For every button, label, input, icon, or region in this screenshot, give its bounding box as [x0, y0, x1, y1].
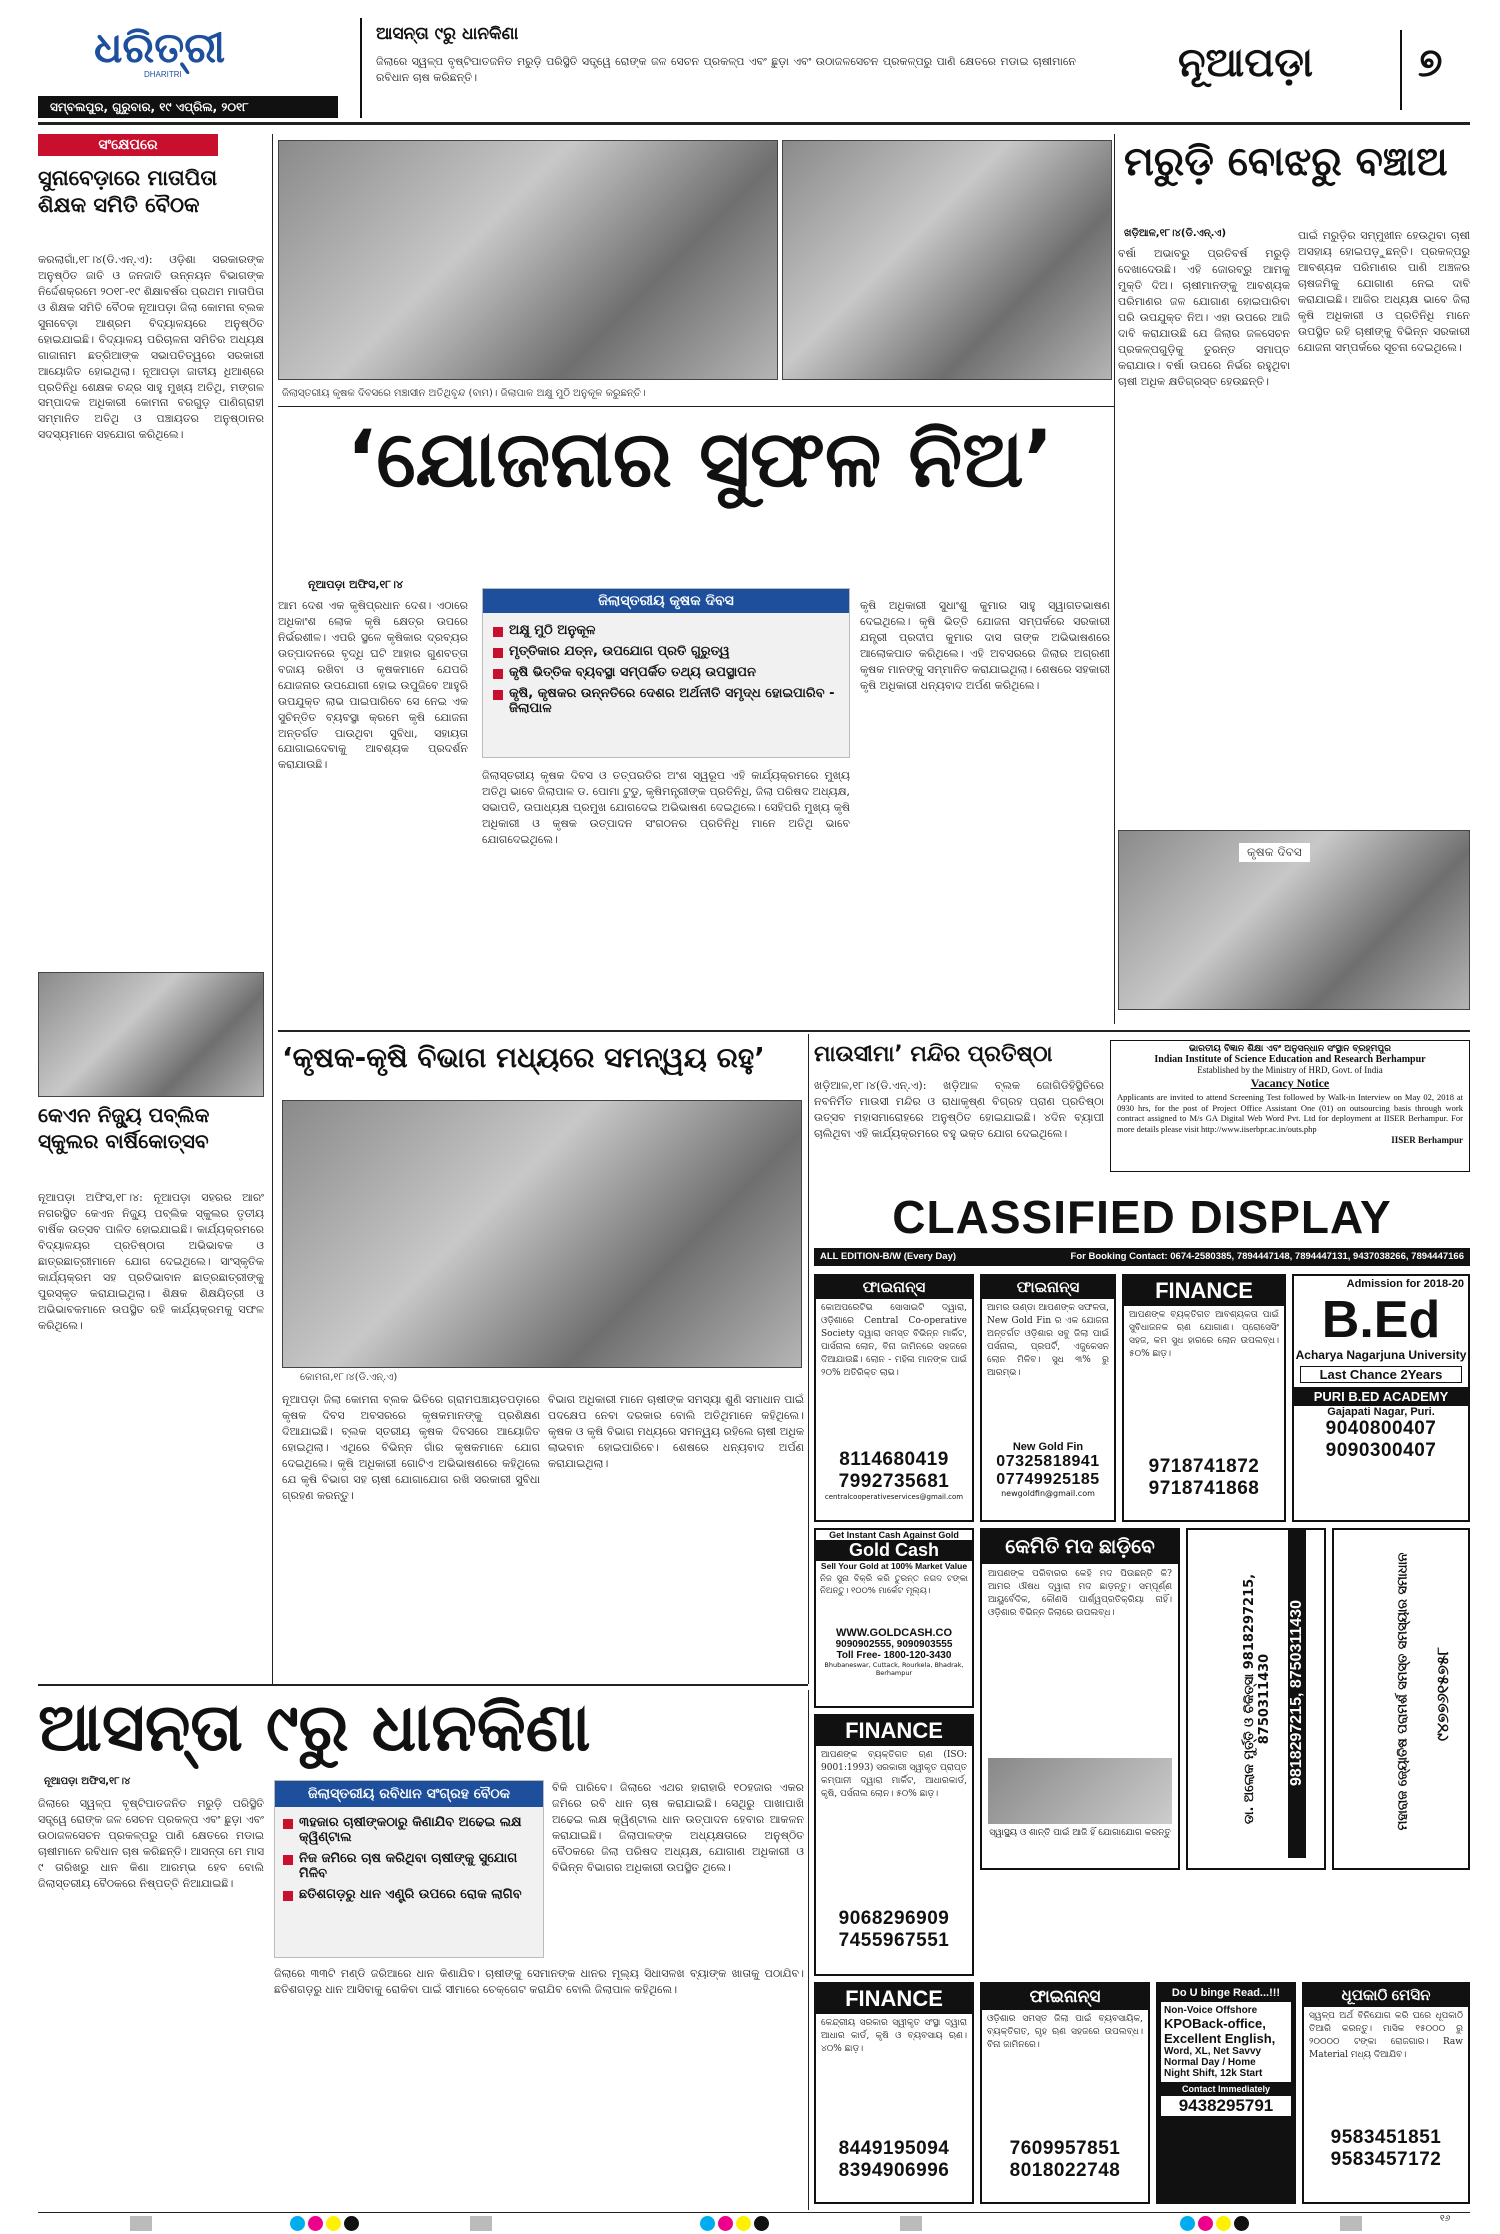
- ad-heading: ଫାଇନାନ୍ସ: [982, 1276, 1114, 1299]
- ad-phone[interactable]: 9090300407: [1325, 1440, 1437, 1461]
- ad-body: କେନ୍ଦ୍ରୀୟ ସରକାର ସ୍ୱୀକୃତ ସଂସ୍ଥା ଦ୍ୱାରା ଆଧାର କାର୍ଡ, କୃଷି ଓ ବ୍ୟବସାୟ ଋଣ। ୪୦% ଛାଡ଼।: [821, 2018, 967, 2055]
- temple-body: ଖଡ଼ିଆଳ,୧୮।୪(ଡି.ଏନ୍.ଏ): ଖଡ଼ିଆଳ ବ୍ଲକ ଜୋଗିଡିହିସ୍ଥିତିରେ ନବନିର୍ମିତ ମାଉସୀ ମନ୍ଦିର ଓ ରାଧାକୃଷ୍ଣ ବିଗ୍ରହ ପ୍ରାଣ ପ୍ରତିଷ୍ଠା ଉତ୍ସବ ମହାସମାରୋହରେ ଅନୁଷ୍ଠିତ ହୋଇଯାଇଛି। ୪ଦିନ ବ୍ୟାପୀ ଚାଲିଥିବା ଏହି କାର୍ଯ୍ୟକ୍ରମରେ ବହୁ ଭକ୍ତ ଯୋଗ ଦେଇଥିଲେ।: [814, 1079, 1104, 1140]
- ad-phone[interactable]: 7455967551: [838, 1930, 950, 1951]
- coordination-headline[interactable]: ‘କୃଷକ-କୃଷି ବିଭାଗ ମଧ୍ୟରେ ସମନ୍ୱୟ ରହୁ’: [282, 1041, 765, 1074]
- ad-phone[interactable]: 07749925185: [996, 1471, 1100, 1488]
- ad-gold-cash[interactable]: [814, 1528, 974, 1708]
- ad-phone[interactable]: 9090902555, 9090903555: [835, 1639, 953, 1650]
- panel-bullet: ଅକ୍ଷୁ ମୁଠି ଅନୁକୂଳ: [493, 623, 839, 638]
- dateline: ସମ୍ବଲପୁର, ଗୁରୁବାର, ୧୯ ଏପ୍ରିଲ, ୨୦୧୮: [38, 96, 338, 118]
- ad-phone[interactable]: ୯୪୭୭୬୧୫୭୫୮: [1433, 1646, 1452, 1742]
- ad-quit-alcohol[interactable]: [980, 1528, 1180, 1870]
- ad-binge-line: Non-Voice Offshore: [1164, 2005, 1258, 2016]
- ad-binge-line: KPOBack-office,: [1164, 2016, 1266, 2031]
- ad-phone[interactable]: 9040800407: [1325, 1418, 1437, 1439]
- ad-phone[interactable]: 9583457172: [1330, 2149, 1442, 2170]
- logo-subtext: DHARITRI: [144, 70, 182, 79]
- coordination-col-1: ନୂଆପଡ଼ା ଜିଲା କୋମନା ବ୍ଲକ ଭିତିରେ ଗ୍ରାମପଞ୍ଚାୟତପଡ଼ାରେ କୃଷକ ଦିବସ ଅବସରରେ କୃଷକମାନଙ୍କୁ ପ୍ରଶିକ୍ଷଣ ଦିଆଯାଇଛି। ବ୍ଲକ ସ୍ତରୀୟ କୃଷକ ଦିବସରେ ଆୟୋଜିତ ହୋଇଥିଲା। ଏଥିରେ ବିଭିନ୍ନ ଗାଁର କୃଷକମାନେ ଯୋଗ ଦେଇଥିଲେ। କୃଷି ଅଧିକାରୀ ଗୋଟିଏ ଅଭିଭାଷଣରେ କହିଥିଲେ ଯେ କୃଷି ବିଭାଗ ସହ ଚାଷୀ ଯୋଗାଯୋଗ ରଖି ସରକାରୀ ସୁବିଧା ଗ୍ରହଣ କରନ୍ତୁ।: [282, 1393, 540, 1502]
- ad-bed-address: Gajapati Nagar, Puri.: [1327, 1406, 1435, 1418]
- ad-bed-chance: Last Chance 2Years: [1300, 1366, 1462, 1383]
- vacancy-sign: IISER Berhampur: [1391, 1134, 1463, 1145]
- ad-gold-sub: Sell Your Gold at 100% Market Value: [820, 1561, 968, 1571]
- newspaper-logo[interactable]: [94, 23, 234, 79]
- ad-finance-4[interactable]: [814, 1714, 974, 1976]
- ad-finance-central[interactable]: [814, 1274, 974, 1522]
- ad-binge-line: Excellent English,: [1164, 2031, 1276, 2046]
- vacancy-title: Vacancy Notice: [1250, 1076, 1330, 1090]
- panel-bullet: ମୃତ୍ତିକାର ଯତ୍ନ, ଉପଯୋଗ ପ୍ରତି ଗୁରୁତ୍ୱ: [493, 644, 839, 659]
- temple-headline[interactable]: ମାଉସୀମା’ ମନ୍ଦିର ପ୍ରତିଷ୍ଠା: [814, 1042, 1053, 1067]
- section-name: ନୂଆପଡ଼ା: [1178, 40, 1313, 86]
- farmer-day-panel-title: ଜିଲାସ୍ତରୀୟ କୃଷକ ଦିବସ: [483, 589, 849, 613]
- lead-col-3: କୃଷି ଅଧିକାରୀ ସୁଧାଂଶୁ କୁମାର ସାହୁ ସ୍ୱାଗତଭାଷଣ ଦେଇଥିଲେ। କୃଷି ଭିତ୍ତି ଯୋଜନା ସମ୍ପର୍କରେ ସରକାରୀ ଯନ୍ତ୍ରୀ ପ୍ରଦୀପ କୁମାର ଦାସ ତାଙ୍କ ଅଭିଭାଷଣରେ ଆଲୋକପାତ କରିଥିଲେ। ଏହି ଅବସରରେ ଜିଲାର ଅଗ୍ରଣୀ କୃଷକ ମାନଙ୍କୁ ସମ୍ମାନିତ କରାଯାଇଥିଲା। ଶେଷରେ ସହକାରୀ କୃଷି ଅଧିକାରୀ ଧନ୍ୟବାଦ ଅର୍ପଣ କରିଥିଲେ।: [860, 599, 1110, 692]
- ad-body: ସ୍ୱଳ୍ପ ଅର୍ଥ ବିନିଯୋଗ କରି ଘରେ ଧୂପକାଠି ତିଆରି କରନ୍ତୁ। ମାସିକ ୧୫୦୦୦ ରୁ ୨୦୦୦୦ ଟଙ୍କା ରୋଜଗାର। Raw Material ମଧ୍ୟ ଦିଆଯିବ।: [1309, 2011, 1463, 2061]
- ad-footer: ସ୍ୱାସ୍ଥ୍ୟ ଓ ଶାନ୍ତି ପାଇଁ ଆଜି ହିଁ ଯୋଗାଯୋଗ କରନ୍ତୁ: [989, 1828, 1171, 1838]
- ad-finance-6[interactable]: [980, 1982, 1150, 2204]
- paddy-panel: [274, 1780, 544, 1958]
- ad-phone[interactable]: 8394906996: [838, 2160, 950, 2181]
- ad-phone[interactable]: 7609957851: [1009, 2138, 1121, 2159]
- ad-phone[interactable]: 9818297215, 8750311430: [1288, 1528, 1306, 1858]
- vacancy-org-sub: Established by the Ministry of HRD, Govt. of India: [1197, 1065, 1383, 1075]
- ad-vertical-text: ଡା. ଅଲୋକ ମୁର୍ତ୍ତି ଓ ଚିକିତ୍ସା 9818297215, 8750311430: [1242, 1573, 1272, 1825]
- ad-heading: FINANCE: [1124, 1276, 1284, 1306]
- farmer-day-stage-photo: [278, 140, 778, 380]
- ad-astrology-vertical[interactable]: [1332, 1528, 1470, 1870]
- ad-body: ଆପଣଙ୍କ ବ୍ୟକ୍ତିଗତ ଋଣ (ISO: 9001:1993) ସରକାରୀ ସ୍ୱୀକୃତ ପ୍ରାପ୍ତ କମ୍ପାନୀ ଦ୍ୱାରା ମାର୍କିଟ, ଆଧାରକାର୍ଡ, କୃଷି, ପର୍ସନାଲ ଲୋନ। ୫୦% ଛାଡ଼।: [821, 1750, 967, 1800]
- ad-heading: ଫାଇନାନ୍ସ: [982, 1984, 1148, 2010]
- collector-seed-photo: [782, 140, 1112, 380]
- ad-phone[interactable]: 9068296909: [838, 1908, 950, 1929]
- ad-heading: FINANCE: [816, 1716, 972, 1746]
- vacancy-org-odia: ଭାରତୀୟ ବିଜ୍ଞାନ ଶିକ୍ଷା ଏବଂ ଅନୁସନ୍ଧାନ ସଂସ୍ଥାନ ବ୍ରହ୍ମପୁର: [1189, 1044, 1391, 1054]
- teaser-text: ଜିଲାରେ ସ୍ୱଳ୍ପ ବୃଷ୍ଟିପାତଜନିତ ମରୁଡ଼ି ପରିସ୍ଥିତି ସତ୍ତ୍ୱେ ରୋଙ୍କ ଜଳ ସେଚନ ପ୍ରକଳ୍ପ ଏବଂ ଛୁଡ଼ା ଏବଂ ଉଠାଜଳସେଚନ ପ୍ରକଳ୍ପରୁ ପାଣି କ୍ଷେତରେ ମଡାଇ ଚାଷୀମାନେ ରବିଧାନ ଚାଷ କରିଛନ୍ତି।: [376, 55, 1076, 84]
- classified-edition: ALL EDITION-B/W (Every Day): [820, 1251, 957, 1262]
- classified-bar: [814, 1248, 1470, 1266]
- ad-binge-line: Word, XL, Net Savvy: [1164, 2046, 1262, 2057]
- ad-doctor-vertical[interactable]: [1186, 1528, 1326, 1870]
- ad-phone[interactable]: 9718741872: [1148, 1456, 1260, 1477]
- ad-gold-top: Get Instant Cash Against Gold: [829, 1530, 959, 1540]
- ad-body: ନିଜ ସୁନା ବିକ୍ରି କରି ତୁରନ୍ତ ନଗଦ ଟଙ୍କା ନିଅନ୍ତୁ। ୧୦୦% ମାର୍କେଟ ମୂଲ୍ୟ।: [820, 1574, 968, 1597]
- ad-body: ଆମର ଉଣ୍ଡା ଆପଣଙ୍କ ସଫଳତା, New Gold Fin ର ଏକ ଯୋଜନା ଅନ୍ତର୍ଗତ ଓଡ଼ିଶାର ସବୁ ଜିଲା ପାଇଁ ପର୍ସନାଲ, ପ୍ରପର୍ଟି, ଏଜୁକେସନ ଲୋନ ମିଳିବ। ସୁଧ ୩% ରୁ ଆରମ୍ଭ।: [987, 1303, 1109, 1379]
- ad-gold-brand: Gold Cash: [816, 1540, 972, 1561]
- ad-binge-top: Do U binge Read...!!!: [1171, 1987, 1281, 1999]
- ad-gold-cities: Bhubaneswar, Cuttack, Rourkela, Bhadrak, Berhampur: [824, 1661, 964, 1677]
- coordination-col-2: ବିଭାଗ ଅଧିକାରୀ ମାନେ ଚାଷୀଙ୍କ ସମସ୍ୟା ଶୁଣି ସମାଧାନ ପାଇଁ ପଦକ୍ଷେପ ନେବା ଦରକାର ବୋଲି ଅତିଥିମାନେ କହିଥିଲେ। କୃଷକ ଓ କୃଷି ବିଭାଗ ମଧ୍ୟରେ ସମନ୍ୱୟ ରହିଲେ ଚାଷୀ ଅଧିକ ଲାଭବାନ ହୋଇପାରିବେ। ଶେଷରେ ଧନ୍ୟବାଦ ଅର୍ପଣ କରାଯାଇଥିଲା।: [548, 1393, 804, 1470]
- ad-finance-newgold[interactable]: [980, 1274, 1116, 1522]
- paddy-col-1: ଜିଲାରେ ସ୍ୱଳ୍ପ ବୃଷ୍ଟିପାତଜନିତ ମରୁଡ଼ି ପରିସ୍ଥିତି ସତ୍ତ୍ୱେ ରୋଙ୍କ ଜଳ ସେଚନ ପ୍ରକଳ୍ପ ଏବଂ ଛୁଡ଼ା ଏବଂ ଉଠାଜଳସେଚନ ପ୍ରକଳ୍ପରୁ ପାଣି କ୍ଷେତରେ ମଡାଇ ଚାଷୀମାନେ ରବିଧାନ ଚାଷ କରିଛନ୍ତି। ଆସନ୍ତା ମେ ମାସ ୯ ତାରିଖରୁ ଧାନ କିଣା ଆରମ୍ଭ ହେବ ବୋଲି ଜିଲାସ୍ତରୀୟ ବୈଠକରେ ନିଷ୍ପତ୍ତି ନିଆଯାଇଛି।: [38, 1797, 264, 1890]
- paddy-byline: ନୂଆପଡ଼ା ଅଫିସ,୧୮।୪: [44, 1776, 131, 1787]
- ad-finance-5[interactable]: [814, 1982, 974, 2204]
- panel-bullet: ଛତିଶଗଡ଼ରୁ ଧାନ ଏଣ୍ଟ୍ରି ଉପରେ ରୋକ ଲାଗିବ: [283, 1887, 535, 1902]
- ad-bed-admission[interactable]: [1292, 1274, 1470, 1522]
- ad-gold-web[interactable]: WWW.GOLDCASH.CO: [835, 1627, 953, 1639]
- ad-binge-line: Normal Day / Home: [1164, 2057, 1256, 2068]
- lead-col-2: ଜିଲାସ୍ତରୀୟ କୃଷକ ଦିବସ ଓ ତତ୍ପରତିର ଅଂଶ ସ୍ୱରୂପ ଏହି କାର୍ଯ୍ୟକ୍ରମରେ ମୁଖ୍ୟ ଅତିଥି ଭାବେ ଜିଲାପାଳ ଡ. ପୋମା ଟୁଡୁ, କୃଷିମନ୍ତ୍ରୀଙ୍କ ପ୍ରତିନିଧି, ଜିଲା ପରିଷଦ ଅଧ୍ୟକ୍ଷ, ସଭାପତି, ଉପାଧ୍ୟକ୍ଷ ପ୍ରମୁଖ ଯୋଗଦେଇ ଅଭିଭାଷଣ ଦେଇଥିଲେ। ସେହିପରି ମୁଖ୍ୟ କୃଷି ଅଧିକାରୀ ଓ କୃଷକ ଉତ୍ପାଦନ ସଂଗଠନର ପ୍ରତିନିଧି ମାନେ ଅତିଥି ଭାବେ ଯୋଗଦେଇଥିଲେ।: [482, 769, 850, 846]
- ad-bed-university: Acharya Nagarjuna University: [1295, 1348, 1467, 1362]
- ad-body: ଓଡ଼ିଶାର ସମସ୍ତ ଜିଲା ପାଇଁ ବ୍ୟବସାୟିକ, ବ୍ୟକ୍ତିଗତ, ଗୃହ ଋଣ ସହଜରେ ଉପଲବ୍ଧ। ବିନା ଜାମିନରେ।: [987, 2014, 1143, 2051]
- brief-headline-1[interactable]: ସୁନାବେଡ଼ାରେ ମାତାପିତା ଶିକ୍ଷକ ସମିତି ବୈଠକ: [38, 166, 218, 218]
- ad-phone[interactable]: 9583451851: [1330, 2127, 1442, 2148]
- panel-bullet: ନିଜ ଜମିରେ ଚାଷ କରିଥିବା ଚାଷୀଙ୍କୁ ସୁଯୋଗ ମିଳିବ: [283, 1851, 535, 1881]
- classified-contact: For Booking Contact: 0674-2580385, 7894447148, 7894447131, 9437038266, 7894447166: [1070, 1251, 1464, 1262]
- drought-col-1: ବର୍ଷା ଅଭାବରୁ ପ୍ରତିବର୍ଷ ମରୁଡ଼ି ଦେଖାଦେଉଛି। ଏହି ଜୋରବ୍ରୁ ଆମକୁ ମୁକ୍ତି ଦିଅ। ଚାଷୀମାନଙ୍କୁ ଆବଶ୍ୟକ ପରିମାଣର ଜଳ ଯୋଗାଣ ହୋଇପାରିବା ପରି ଉପଯୁକ୍ତ ନିଅ। ଏହା ଉପରେ ଆଜି ଦାବି କରାଯାଉଛି ଯେ ଜିଲାର ଜଳସେଚନ ପ୍ରକଳ୍ପଗୁଡ଼ିକୁ ତୁରନ୍ତ ସମାପ୍ତ କରାଯାଉ। ବର୍ଷା ଉପରେ ନିର୍ଭର ରହୁଥିବା ଚାଷୀ ଅଧିକ କ୍ଷତିଗ୍ରସ୍ତ ହେଉଛନ୍ତି।: [1118, 247, 1290, 388]
- lead-photo-caption: ଜିଲାସ୍ତରୀୟ କୃଷକ ଦିବସରେ ମଞ୍ଚାସୀନ ଅତିଥିବୃନ୍ଦ (ବାମ)। ଜିଲାପାଳ ଅକ୍ଷୁ ମୁଠି ଅନୁକୂଳ କରୁଛନ୍ତି।: [282, 388, 646, 399]
- ad-heading: FINANCE: [816, 1984, 972, 2014]
- drought-headline[interactable]: ମରୁଡ଼ି ବୋଝରୁ ବଞ୍ଚାଅ: [1124, 139, 1448, 185]
- school-annual-day-photo: [38, 972, 264, 1097]
- ad-heading: କେମିତି ମଦ ଛାଡ଼ିବେ: [982, 1530, 1178, 1564]
- ad-heading: ଫାଇନାନ୍ସ: [816, 1276, 972, 1299]
- brief-body-2: ନୂଆପଡ଼ା ଅଫିସ,୧୮।୪: ନୂଆପଡ଼ା ସହରର ଆରଂ ନଗରସ୍ଥିତ କେଏନ ନିଜ୍ୟୁ ପବ୍ଲିକ ସ୍କୁଲର ତୃତୀୟ ବାର୍ଷିକ ଉତ୍ସବ ପାଳିତ ହୋଇଯାଇଛି। କାର୍ଯ୍ୟକ୍ରମରେ ବିଦ୍ୟାଳୟର ପ୍ରତିଷ୍ଠାତା ଅଭିଭାବକ ଓ ଛାତ୍ରଛାତ୍ରୀମାନେ ଯୋଗ ଦେଇଥିଲେ। ସାଂସ୍କୃତିକ କାର୍ଯ୍ୟକ୍ରମ ସହ ପ୍ରତିଭାବାନ ଛାତ୍ରଛାତ୍ରୀଙ୍କୁ ପୁରସ୍କୃତ କରାଯାଇଥିଲା। ଶିକ୍ଷକ ଶିକ୍ଷୟିତ୍ରୀ ଓ ଅଭିଭାବକମାନେ ଉପସ୍ଥିତ ରହି କାର୍ଯ୍ୟକ୍ରମକୁ ସଫଳ କରିଥିଲେ।: [38, 1191, 264, 1332]
- logo-text: ଧରିତ୍ରୀ: [94, 23, 226, 72]
- coordination-photo-caption: କୋମନା,୧୮।୪(ଡି.ଏନ୍.ଏ): [300, 1372, 398, 1383]
- brief-body-1: କରଲାଗାଁ,୧୮।୪(ଡି.ଏନ୍.ଏ): ଓଡ଼ିଶା ସରକାରଙ୍କ ଅନୁଷ୍ଠିତ ଜାତି ଓ ଜନଜାତି ଉନ୍ନୟନ ବିଭାଗଙ୍କ ନିର୍ଦ୍ଦେଶକ୍ରମେ ୨୦୧୮-୧୯ ଶିକ୍ଷାବର୍ଷର ପ୍ରଥମ ମାତାପିତା ଓ ଶିକ୍ଷକ ସମିତି ବୈଠକ ନୂଆପଡ଼ା ଜିଲା କୋମନା ବ୍ଲକ ସୁନାବେଡ଼ା ଆଶ୍ରମ ବିଦ୍ୟାଳୟରେ ଅନୁଷ୍ଠିତ ହୋଇଯାଇଛି। ବିଦ୍ୟାଳୟ ପରିଚାଳନା ସମିତିର ଅଧ୍ୟକ୍ଷ ଗାଜାନାମ ଛତ୍ରିଆଙ୍କ ସଭାପତିତ୍ୱରେ ସରକାରୀ ଆୟୋଜିତ ହୋଇଥିଲା। ନୂଆପଡ଼ା ଜାତୀୟ ଧିଆଶ୍ରେ ପ୍ରତିନିଧି ଶେକ୍ଷକ ଚନ୍ଦ୍ର ସାହୁ ମୁଖ୍ୟ ଅତିଥି, ମଙ୍ଗଳ ସମ୍ପାଦକ ଅଧିକାରୀ କୋମନା ବରଗୁଡ଼ ପାଣିଗ୍ରାହୀ ସମ୍ମାନିତ ଅତିଥି ଓ ପଞ୍ଚାୟତର ଅନୁଷ୍ଠାନର ସଦସ୍ୟମାନେ ସହଯୋଗ କରିଥିଲେ।: [38, 253, 264, 442]
- paddy-headline[interactable]: ଆସନ୍ତା ୯ରୁ ଧାନକିଣା: [38, 1689, 591, 1766]
- masthead: [38, 18, 1470, 118]
- ad-bed-big: B.Ed: [1321, 1291, 1441, 1349]
- registration-marks: [0, 2216, 1500, 2234]
- lead-byline: ନୂଆପଡ଼ା ଅଫିସ,୧୮।୪: [308, 578, 404, 591]
- ad-phone[interactable]: 7992735681: [838, 1471, 950, 1492]
- paddy-panel-title: ଜିଲାସ୍ତରୀୟ ରବିଧାନ ସଂଗ୍ରହ ବୈଠକ: [275, 1781, 543, 1807]
- ad-phone[interactable]: 9438295791: [1161, 2096, 1291, 2116]
- ad-email[interactable]: centralcooperativeservices@gmail.com: [824, 1493, 964, 1501]
- paddy-col-3: ଜିଲାରେ ୩୩ଟି ମଣ୍ଡି ଜରିଆରେ ଧାନ କିଣାଯିବ। ଚାଷୀଙ୍କୁ ସେମାନଙ୍କ ଧାନର ମୂଲ୍ୟ ସିଧାସଳଖ ବ୍ୟାଙ୍କ ଖାତାକୁ ପଠାଯିବ। ଛତିଶଗଡ଼ରୁ ଧାନ ଆସିବାକୁ ରୋକିବା ପାଇଁ ସୀମାରେ ଚେକ୍‌ଗେଟ କରାଯିବ ବୋଲି ଜିଲାପାଳ କହିଥିଲେ।: [274, 1967, 804, 1996]
- ad-body: କୋଅପରେଟିଭ ସୋସାଇଟି ଦ୍ୱାରା, ଓଡ଼ିଶାରେ Central Co-operative Society ଦ୍ୱାରା ସମସ୍ତ ବିଭିନ୍ନ ମାର୍କିଟ, ପାର୍ସନାଲ ଲୋନ, ବିନା ଜାମିନରେ ସହଜରେ ଦିଆଯାଉଛି। ଲୋନ - ମହିଳା ମାନଙ୍କ ପାଇଁ ୨୦% ଅତିରିକ୍ତ ଲାଭ।: [821, 1303, 967, 1379]
- lead-headline[interactable]: ‘ଯୋଜନାର ସୁଫଳ ନିଅ’: [346, 415, 1054, 505]
- ad-brand: New Gold Fin: [1012, 1441, 1084, 1453]
- drought-col-2: ପାଇଁ ମରୁଡ଼ିର ସମ୍ମୁଖୀନ ହେଉଥିବା ଚାଷୀ ଅସହାୟ ହୋଇପଡ଼ୁଛନ୍ତି। ପ୍ରକଳ୍ପରୁ ଆବଶ୍ୟକ ପରିମାଣର ପାଣି ଅଞ୍ଚଳର ଚାଷଜମିକୁ ଯୋଗାଣ ନେଇ ଦାବି କରାଯାଇଛି। ଆଜିର ଅଧ୍ୟକ୍ଷ ଭାବେ ଜିଲା କୃଷି ଅଧିକାରୀ ଓ ପ୍ରତିନିଧି ମାନେ ଉପସ୍ଥିତ ରହି ଚାଷୀଙ୍କୁ ବିଭିନ୍ନ ସରକାରୀ ଯୋଜନା ସମ୍ପର୍କରେ ସୂଚନା ଦେଇଥିଲେ।: [1298, 229, 1470, 354]
- page-number: ୭: [1418, 40, 1443, 86]
- ad-bed-institute: PURI B.ED ACADEMY: [1294, 1387, 1468, 1406]
- page-code: ୧୬: [1440, 2214, 1451, 2224]
- ad-heading: ଧୂପକାଠି ମେସିନ: [1304, 1984, 1468, 2007]
- coordination-meeting-photo: [282, 1100, 802, 1368]
- ad-phone[interactable]: 9718741868: [1148, 1478, 1260, 1499]
- brief-headline-2[interactable]: କେଏନ ନିଜ୍ୟୁ ପବ୍ଲିକ ସ୍କୁଲର ବାର୍ଷିକୋତ୍ସବ: [38, 1103, 210, 1153]
- brief-label: ସଂକ୍ଷେପରେ: [38, 134, 218, 156]
- vacancy-notice[interactable]: [1110, 1040, 1470, 1172]
- ad-binge-line: Night Shift, 12k Start: [1164, 2068, 1263, 2079]
- ad-phone[interactable]: 8114680419: [839, 1449, 949, 1470]
- farmer-day-panel: [482, 588, 850, 758]
- ad-alcohol-image: [988, 1758, 1172, 1824]
- panel-bullet: କୃଷି ଭିତ୍ତିକ ବ୍ୟବସ୍ଥା ସମ୍ପର୍କିତ ତଥ୍ୟ ଉପସ୍ଥାପନ: [493, 665, 839, 680]
- banner-label: କୃଷକ ଦିବସ: [1239, 843, 1310, 862]
- farmer-day-meeting-photo: [1118, 830, 1470, 1010]
- ad-body: ଆପଣଙ୍କ ପରିବାରର କେହି ମଦ ପିଉଛନ୍ତି କି? ଆମର ଔଷଧ ଦ୍ୱାରା ମଦ ଛାଡ଼ନ୍ତୁ। ସମ୍ପୂର୍ଣ୍ଣ ଆୟୁର୍ବେଦିକ, କୌଣସି ପାର୍ଶ୍ୱପ୍ରତିକ୍ରିୟା ନାହିଁ। ଓଡ଼ିଶାର ବିଭିନ୍ନ ଜିଲାରେ ଉପଲବ୍ଧ।: [988, 1569, 1172, 1619]
- ad-body: ଆପଣଙ୍କ ବ୍ୟକ୍ତିଗତ ଆବଶ୍ୟକତା ପାଇଁ ସୁବିଧାଜନକ ଋଣ ଯୋଗାଣ। ପ୍ରୋସେସିଂ ସହଜ, କମ ସୁଧ ହାରରେ ଲୋନ ଉପଲବ୍ଧ। ୫୦% ଛାଡ଼।: [1129, 1310, 1279, 1360]
- paddy-col-2: ବିକି ପାରିବେ। ଜିଲାରେ ଏଥର ହାରାହାରି ୧୦ହଜାର ଏକର ଜମିରେ ରବି ଧାନ ଚାଷ କରାଯାଇଛି। ସେଥିରୁ ପାଖାପାଖି ଅଢେଇ ଲକ୍ଷ କ୍ୱିଣ୍ଟାଲ ଧାନ ଉତ୍ପାଦନ ହେବାର ଆକଳନ କରାଯାଇଛି। ଜିଲାପାଳଙ୍କ ଅଧ୍ୟକ୍ଷତାରେ ଅନୁଷ୍ଠିତ ବୈଠକରେ ଜିଲା ପରିଷଦ ଅଧ୍ୟକ୍ଷ, ଯୋଗାଣ ଅଧିକାରୀ ଓ ବିଭିନ୍ନ ବିଭାଗର ଅଧିକାରୀ ଉପସ୍ଥିତ ଥିଲେ।: [552, 1781, 804, 1874]
- ad-incense-machine[interactable]: [1302, 1982, 1470, 2204]
- ad-phone[interactable]: 07325818941: [996, 1453, 1100, 1470]
- ad-email[interactable]: newgoldfin@gmail.com: [1001, 1489, 1095, 1498]
- ad-binge-read-jobs[interactable]: [1156, 1982, 1296, 2204]
- lead-col-1: ଆମ ଦେଶ ଏକ କୃଷିପ୍ରଧାନ ଦେଶ। ଏଠାରେ ଅଧିକାଂଶ ଲୋକ କୃଷି କ୍ଷେତ୍ର ଉପରେ ନିର୍ଭରଶୀଳ। ଏପରି ସ୍ଥଳେ କୃଷିକାର ଦ୍ରବ୍ୟର ଉତ୍ପାଦନରେ ବୃଦ୍ଧି ଘଟି ଆହାର ଗୁଣବତ୍ତା ବଜାୟ ରଖିବା ଓ କୃଷକମାନେ ଯେପରି ଯୋଜନାର ଉପଯୋଗୀ ହୋଇ ଉପୁଜିବେ ଆହୁରି ଉପଯୁକ୍ତ ଲାଭ ପାଇପାରିବେ ସେ ନେଇ ଏକ ସୁଚିନ୍ତିତ ବ୍ୟବସ୍ଥା କ୍ରମେ କୃଷି ଯୋଜନା ଅନ୍ତର୍ଗତ ପାଉଥିବା ସୁବିଧା, ସହାୟତା ଯୋଗାଇଦେବାକୁ ଆବଶ୍ୟକ ପ୍ରଦର୍ଶନ କରାଯାଉଛି।: [278, 599, 468, 772]
- drought-byline: ଖଡ଼ିଆଳ,୧୮।୪(ଡି.ଏନ୍.ଏ): [1124, 228, 1227, 239]
- ad-binge-contact: Contact Immediately: [1181, 2084, 1271, 2094]
- vacancy-body: Applicants are invited to attend Screening Test followed by Walk-in Interview on May 02, 2018 at 0930 hrs, for the post of Project Office Assistant One (01) on outsourcing basis through work contract assigned to M/s GA Digital Web Word Pvt. Ltd for deployment at IISER Berhampur. For more details please visit http://www.iiserbpr.ac.in/outs.php: [1117, 1092, 1463, 1134]
- ad-finance-3[interactable]: [1122, 1274, 1286, 1522]
- ad-vertical-text: ମହାରାଜ ଜ୍ୟୋତିଷ ପରାମର୍ଶ ସମସ୍ତ ସମସ୍ୟାର ସମାଧାନ: [1395, 1552, 1411, 1831]
- vacancy-org-en: Indian Institute of Science Education and Research Berhampur: [1154, 1054, 1426, 1065]
- panel-bullet: କୃଷି, କୃଷକର ଉନ୍ନତିରେ ଦେଶର ଅର୍ଥନୀତି ସମୃଦ୍ଧ ହୋଇପାରିବ - ଜିଲାପାଳ: [493, 686, 839, 716]
- panel-bullet: ୩ହଜାର ଚାଷୀଙ୍କଠାରୁ କିଣାଯିବ ଅଢେଇ ଲକ୍ଷ କ୍ୱିଣ୍ଟାଲ: [283, 1815, 535, 1845]
- ad-phone[interactable]: 8018022748: [1009, 2160, 1121, 2181]
- ad-phone[interactable]: 8449195094: [838, 2138, 950, 2159]
- classified-title: CLASSIFIED DISPLAY: [892, 1191, 1392, 1243]
- ad-bed-top: Admission for 2018-20: [1346, 1278, 1464, 1290]
- teaser-title[interactable]: ଆସନ୍ତା ୯ରୁ ଧାନକିଣା: [376, 24, 519, 44]
- ad-gold-tollfree[interactable]: Toll Free- 1800-120-3430: [836, 1650, 952, 1661]
